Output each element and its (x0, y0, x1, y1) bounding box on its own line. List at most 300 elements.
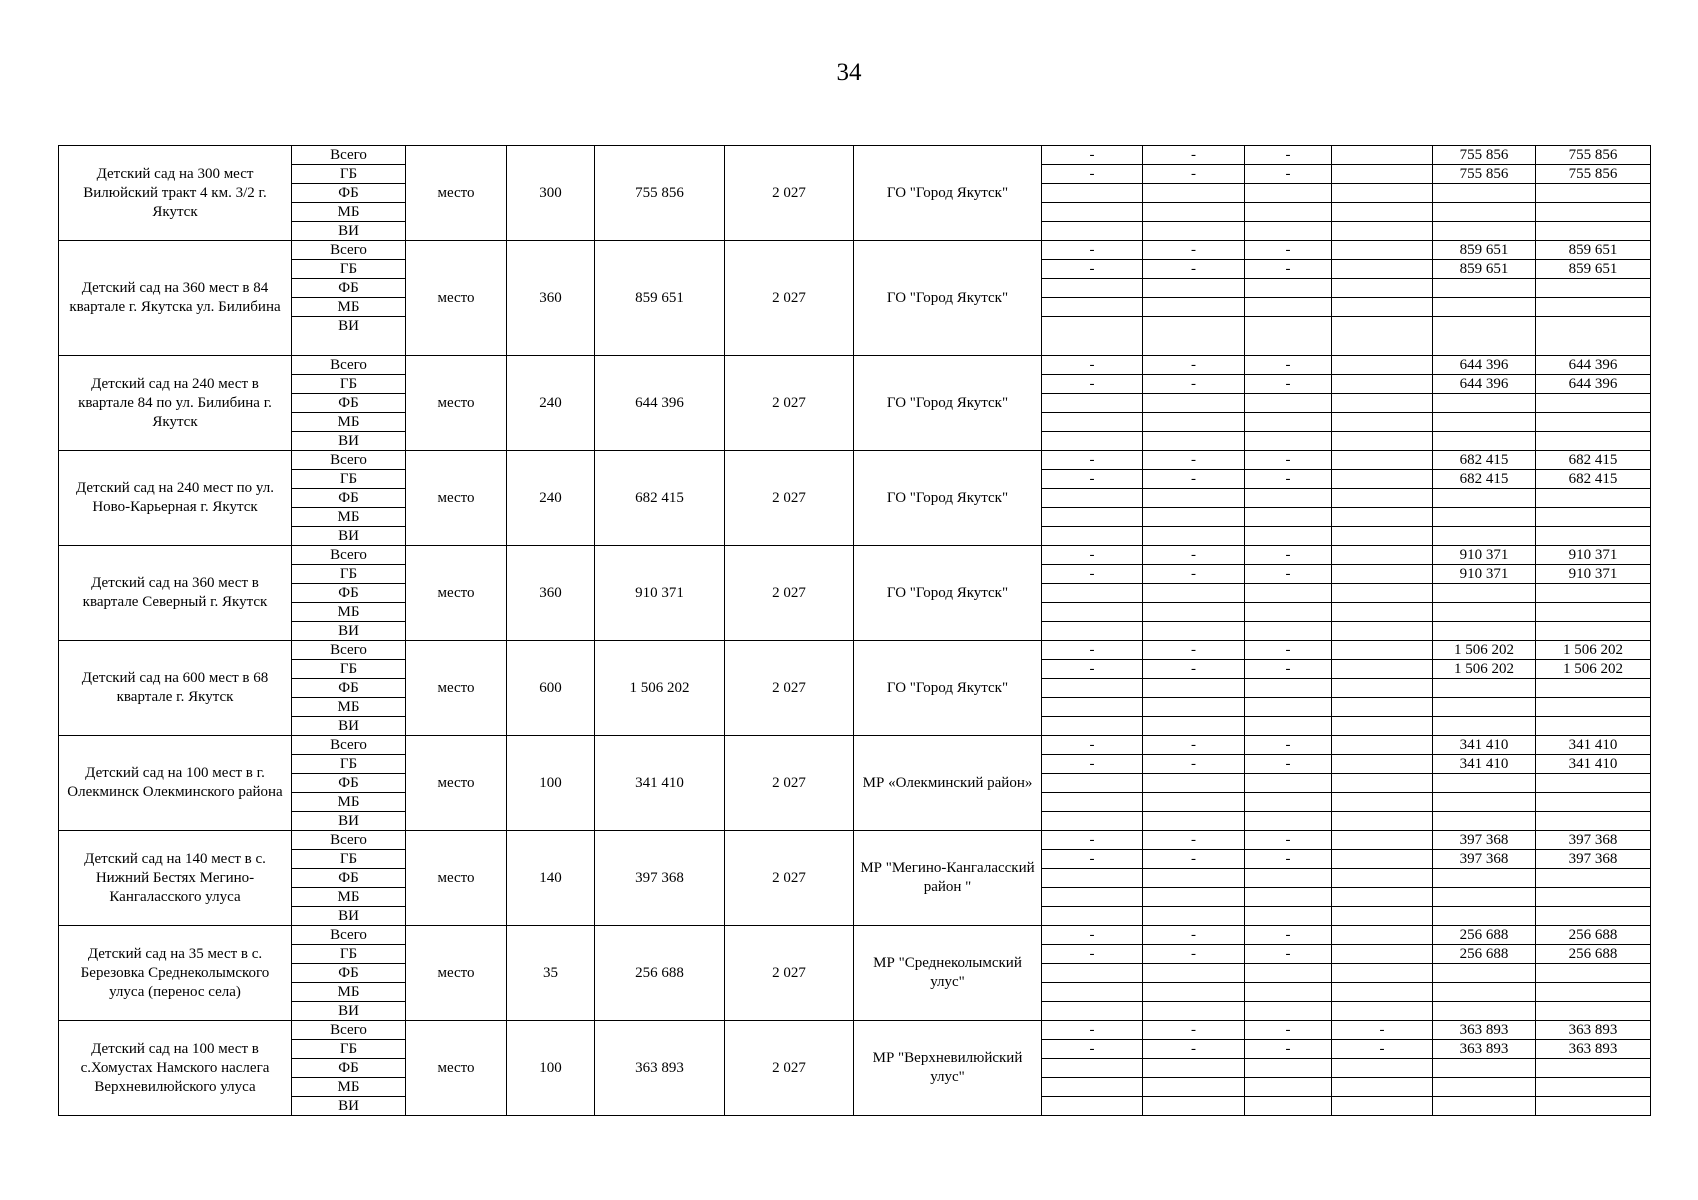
value-cell-c3: - (1245, 641, 1332, 660)
value-cell-c3 (1245, 983, 1332, 1002)
value-cell-c2 (1143, 622, 1245, 641)
funding-source-label: ВИ (292, 222, 406, 241)
funding-source-label: ВИ (292, 1002, 406, 1021)
value-cell-c4 (1332, 755, 1433, 774)
owner-cell: ГО "Город Якутск" (854, 546, 1042, 641)
value-cell-c4 (1332, 260, 1433, 279)
value-cell-c2 (1143, 907, 1245, 926)
value-cell-c1 (1042, 983, 1143, 1002)
value-cell-c3: - (1245, 926, 1332, 945)
value-cell-c5 (1433, 317, 1536, 356)
value-cell-c1 (1042, 603, 1143, 622)
cost-cell: 859 651 (595, 241, 725, 356)
funding-source-label: МБ (292, 1078, 406, 1097)
funding-source-label: Всего (292, 641, 406, 660)
value-cell-c5 (1433, 489, 1536, 508)
value-cell-c1 (1042, 584, 1143, 603)
value-cell-c3 (1245, 1002, 1332, 1021)
value-cell-c6 (1536, 1002, 1651, 1021)
cost-cell: 397 368 (595, 831, 725, 926)
value-cell-c5 (1433, 394, 1536, 413)
value-cell-c1 (1042, 717, 1143, 736)
year-cell: 2 027 (725, 1021, 854, 1116)
value-cell-c2: - (1143, 146, 1245, 165)
value-cell-c1 (1042, 1078, 1143, 1097)
value-cell-c5 (1433, 1097, 1536, 1116)
owner-cell: ГО "Город Якутск" (854, 641, 1042, 736)
value-cell-c6 (1536, 222, 1651, 241)
value-cell-c2: - (1143, 165, 1245, 184)
value-cell-c6 (1536, 603, 1651, 622)
value-cell-c1: - (1042, 260, 1143, 279)
value-cell-c6 (1536, 888, 1651, 907)
funding-source-label: МБ (292, 983, 406, 1002)
value-cell-c1 (1042, 1002, 1143, 1021)
value-cell-c4 (1332, 527, 1433, 546)
value-cell-c1 (1042, 793, 1143, 812)
value-cell-c1 (1042, 203, 1143, 222)
value-cell-c3 (1245, 888, 1332, 907)
funding-source-label: ГБ (292, 165, 406, 184)
value-cell-c3 (1245, 679, 1332, 698)
funding-source-label: ФБ (292, 1059, 406, 1078)
funding-source-label: ГБ (292, 470, 406, 489)
year-cell: 2 027 (725, 146, 854, 241)
value-cell-c4 (1332, 888, 1433, 907)
value-cell-c6: 363 893 (1536, 1040, 1651, 1059)
value-cell-c2: - (1143, 546, 1245, 565)
value-cell-c4 (1332, 603, 1433, 622)
funding-source-label: ГБ (292, 660, 406, 679)
value-cell-c1 (1042, 964, 1143, 983)
value-cell-c3 (1245, 603, 1332, 622)
value-cell-c4 (1332, 203, 1433, 222)
funding-source-label: ВИ (292, 432, 406, 451)
value-cell-c2 (1143, 964, 1245, 983)
funding-source-label: МБ (292, 603, 406, 622)
value-cell-c2 (1143, 679, 1245, 698)
value-cell-c3: - (1245, 546, 1332, 565)
value-cell-c5 (1433, 888, 1536, 907)
value-cell-c6: 682 415 (1536, 470, 1651, 489)
value-cell-c3: - (1245, 565, 1332, 584)
value-cell-c4 (1332, 926, 1433, 945)
value-cell-c4 (1332, 584, 1433, 603)
value-cell-c5 (1433, 527, 1536, 546)
year-cell: 2 027 (725, 356, 854, 451)
value-cell-c1 (1042, 279, 1143, 298)
value-cell-c6 (1536, 413, 1651, 432)
funding-source-label: ФБ (292, 964, 406, 983)
table-row (59, 736, 1651, 755)
value-cell-c1: - (1042, 850, 1143, 869)
value-cell-c5: 363 893 (1433, 1021, 1536, 1040)
value-cell-c4 (1332, 375, 1433, 394)
value-cell-c3 (1245, 622, 1332, 641)
value-cell-c4 (1332, 298, 1433, 317)
value-cell-c3 (1245, 717, 1332, 736)
value-cell-c5: 1 506 202 (1433, 660, 1536, 679)
value-cell-c3: - (1245, 241, 1332, 260)
value-cell-c5 (1433, 907, 1536, 926)
funding-source-label: ГБ (292, 375, 406, 394)
value-cell-c3 (1245, 413, 1332, 432)
value-cell-c5 (1433, 774, 1536, 793)
year-cell: 2 027 (725, 546, 854, 641)
table-row (59, 546, 1651, 565)
unit-cell: место (406, 146, 507, 241)
capacity-cell: 240 (507, 356, 595, 451)
value-cell-c4 (1332, 964, 1433, 983)
value-cell-c4 (1332, 394, 1433, 413)
value-cell-c5 (1433, 432, 1536, 451)
value-cell-c4 (1332, 546, 1433, 565)
value-cell-c5 (1433, 413, 1536, 432)
value-cell-c2 (1143, 279, 1245, 298)
value-cell-c2: - (1143, 755, 1245, 774)
object-name-cell: Детский сад на 600 мест в 68 квартале г. Якутск (59, 641, 292, 736)
value-cell-c1 (1042, 622, 1143, 641)
capacity-cell: 360 (507, 241, 595, 356)
value-cell-c4 (1332, 641, 1433, 660)
unit-cell: место (406, 241, 507, 356)
value-cell-c1: - (1042, 546, 1143, 565)
value-cell-c3: - (1245, 660, 1332, 679)
value-cell-c3 (1245, 793, 1332, 812)
value-cell-c6: 755 856 (1536, 146, 1651, 165)
value-cell-c2 (1143, 508, 1245, 527)
cost-cell: 1 506 202 (595, 641, 725, 736)
value-cell-c5 (1433, 584, 1536, 603)
value-cell-c2 (1143, 603, 1245, 622)
value-cell-c4 (1332, 869, 1433, 888)
value-cell-c5 (1433, 869, 1536, 888)
value-cell-c2 (1143, 717, 1245, 736)
value-cell-c6: 397 368 (1536, 831, 1651, 850)
value-cell-c1: - (1042, 926, 1143, 945)
value-cell-c1 (1042, 298, 1143, 317)
cost-cell: 755 856 (595, 146, 725, 241)
value-cell-c1 (1042, 679, 1143, 698)
value-cell-c5 (1433, 298, 1536, 317)
value-cell-c5 (1433, 1078, 1536, 1097)
funding-source-label: Всего (292, 831, 406, 850)
value-cell-c5 (1433, 698, 1536, 717)
table-row (59, 356, 1651, 375)
value-cell-c3 (1245, 279, 1332, 298)
object-name-cell: Детский сад на 360 мест в 84 квартале г. Якутска ул. Билибина (59, 241, 292, 356)
value-cell-c4 (1332, 945, 1433, 964)
year-cell: 2 027 (725, 241, 854, 356)
value-cell-c1: - (1042, 945, 1143, 964)
value-cell-c3 (1245, 964, 1332, 983)
value-cell-c3 (1245, 432, 1332, 451)
value-cell-c5: 755 856 (1433, 146, 1536, 165)
value-cell-c3 (1245, 489, 1332, 508)
funding-source-label: ФБ (292, 279, 406, 298)
funding-source-label: ГБ (292, 1040, 406, 1059)
value-cell-c6 (1536, 679, 1651, 698)
capacity-cell: 35 (507, 926, 595, 1021)
value-cell-c3: - (1245, 356, 1332, 375)
value-cell-c5 (1433, 793, 1536, 812)
value-cell-c2 (1143, 203, 1245, 222)
unit-cell: место (406, 1021, 507, 1116)
value-cell-c5 (1433, 184, 1536, 203)
value-cell-c4 (1332, 146, 1433, 165)
value-cell-c4 (1332, 679, 1433, 698)
value-cell-c4 (1332, 432, 1433, 451)
value-cell-c3 (1245, 394, 1332, 413)
value-cell-c2 (1143, 793, 1245, 812)
unit-cell: место (406, 736, 507, 831)
table-row (59, 641, 1651, 660)
value-cell-c3: - (1245, 850, 1332, 869)
value-cell-c5 (1433, 983, 1536, 1002)
object-name-cell: Детский сад на 140 мест в с. Нижний Бестях Мегино-Кангаласского улуса (59, 831, 292, 926)
value-cell-c6 (1536, 394, 1651, 413)
value-cell-c3 (1245, 907, 1332, 926)
value-cell-c2: - (1143, 641, 1245, 660)
value-cell-c2: - (1143, 375, 1245, 394)
value-cell-c5: 256 688 (1433, 926, 1536, 945)
object-name-cell: Детский сад на 100 мест в с.Хомустах Намского наслега Верхневилюйского улуса (59, 1021, 292, 1116)
value-cell-c2: - (1143, 850, 1245, 869)
table-row (59, 926, 1651, 945)
unit-cell: место (406, 926, 507, 1021)
value-cell-c2: - (1143, 1040, 1245, 1059)
value-cell-c4 (1332, 413, 1433, 432)
value-cell-c1 (1042, 413, 1143, 432)
value-cell-c4 (1332, 907, 1433, 926)
value-cell-c1: - (1042, 451, 1143, 470)
value-cell-c3: - (1245, 831, 1332, 850)
owner-cell: ГО "Город Якутск" (854, 146, 1042, 241)
unit-cell: место (406, 356, 507, 451)
value-cell-c5 (1433, 964, 1536, 983)
funding-source-label: МБ (292, 298, 406, 317)
funding-source-label: МБ (292, 413, 406, 432)
value-cell-c3: - (1245, 451, 1332, 470)
value-cell-c1 (1042, 222, 1143, 241)
unit-cell: место (406, 831, 507, 926)
owner-cell: МР «Олекминский район» (854, 736, 1042, 831)
value-cell-c3 (1245, 317, 1332, 356)
value-cell-c5: 644 396 (1433, 356, 1536, 375)
value-cell-c4 (1332, 508, 1433, 527)
value-cell-c4 (1332, 1078, 1433, 1097)
value-cell-c6: 1 506 202 (1536, 641, 1651, 660)
value-cell-c3 (1245, 184, 1332, 203)
funding-source-label: Всего (292, 546, 406, 565)
value-cell-c5: 682 415 (1433, 451, 1536, 470)
owner-cell: МР "Верхневилюйский улус" (854, 1021, 1042, 1116)
value-cell-c1: - (1042, 565, 1143, 584)
funding-source-label: МБ (292, 698, 406, 717)
value-cell-c2 (1143, 774, 1245, 793)
value-cell-c6: 256 688 (1536, 945, 1651, 964)
value-cell-c4: - (1332, 1040, 1433, 1059)
value-cell-c5: 363 893 (1433, 1040, 1536, 1059)
value-cell-c3: - (1245, 260, 1332, 279)
value-cell-c5 (1433, 1059, 1536, 1078)
value-cell-c3: - (1245, 1021, 1332, 1040)
value-cell-c2 (1143, 317, 1245, 356)
value-cell-c1: - (1042, 146, 1143, 165)
value-cell-c6 (1536, 508, 1651, 527)
value-cell-c1 (1042, 1059, 1143, 1078)
value-cell-c5: 341 410 (1433, 736, 1536, 755)
value-cell-c5 (1433, 508, 1536, 527)
value-cell-c6: 644 396 (1536, 356, 1651, 375)
funding-source-label: ГБ (292, 755, 406, 774)
table-row (59, 146, 1651, 165)
funding-source-label: ФБ (292, 869, 406, 888)
value-cell-c6: 910 371 (1536, 565, 1651, 584)
funding-source-label: ФБ (292, 184, 406, 203)
value-cell-c3 (1245, 812, 1332, 831)
value-cell-c5: 644 396 (1433, 375, 1536, 394)
funding-source-label: Всего (292, 736, 406, 755)
value-cell-c4 (1332, 812, 1433, 831)
cost-cell: 256 688 (595, 926, 725, 1021)
value-cell-c4 (1332, 622, 1433, 641)
value-cell-c6 (1536, 622, 1651, 641)
value-cell-c6 (1536, 812, 1651, 831)
value-cell-c6: 397 368 (1536, 850, 1651, 869)
owner-cell: ГО "Город Якутск" (854, 356, 1042, 451)
year-cell: 2 027 (725, 926, 854, 1021)
value-cell-c5 (1433, 203, 1536, 222)
funding-source-label: ВИ (292, 622, 406, 641)
value-cell-c1 (1042, 1097, 1143, 1116)
value-cell-c1 (1042, 432, 1143, 451)
value-cell-c2 (1143, 527, 1245, 546)
value-cell-c3 (1245, 1097, 1332, 1116)
value-cell-c2 (1143, 432, 1245, 451)
value-cell-c4 (1332, 451, 1433, 470)
value-cell-c6 (1536, 1059, 1651, 1078)
year-cell: 2 027 (725, 736, 854, 831)
value-cell-c2 (1143, 983, 1245, 1002)
value-cell-c5: 755 856 (1433, 165, 1536, 184)
value-cell-c2: - (1143, 565, 1245, 584)
value-cell-c6: 256 688 (1536, 926, 1651, 945)
value-cell-c3 (1245, 298, 1332, 317)
value-cell-c6: 859 651 (1536, 241, 1651, 260)
value-cell-c1: - (1042, 641, 1143, 660)
value-cell-c6: 1 506 202 (1536, 660, 1651, 679)
funding-source-label: МБ (292, 793, 406, 812)
value-cell-c3 (1245, 1059, 1332, 1078)
value-cell-c1 (1042, 184, 1143, 203)
cost-cell: 363 893 (595, 1021, 725, 1116)
unit-cell: место (406, 546, 507, 641)
value-cell-c5: 910 371 (1433, 546, 1536, 565)
funding-source-label: ФБ (292, 679, 406, 698)
funding-source-label: ГБ (292, 850, 406, 869)
funding-source-label: МБ (292, 508, 406, 527)
funding-source-label: ФБ (292, 584, 406, 603)
value-cell-c6 (1536, 964, 1651, 983)
funding-source-label: Всего (292, 451, 406, 470)
value-cell-c2: - (1143, 1021, 1245, 1040)
table-row (59, 831, 1651, 850)
value-cell-c5 (1433, 717, 1536, 736)
objects-table (58, 145, 1651, 1116)
capacity-cell: 300 (507, 146, 595, 241)
value-cell-c6: 755 856 (1536, 165, 1651, 184)
value-cell-c3: - (1245, 146, 1332, 165)
value-cell-c4 (1332, 850, 1433, 869)
value-cell-c2 (1143, 394, 1245, 413)
value-cell-c4 (1332, 983, 1433, 1002)
value-cell-c4 (1332, 831, 1433, 850)
value-cell-c2: - (1143, 945, 1245, 964)
value-cell-c3 (1245, 584, 1332, 603)
value-cell-c6: 363 893 (1536, 1021, 1651, 1040)
unit-cell: место (406, 451, 507, 546)
value-cell-c3 (1245, 1078, 1332, 1097)
value-cell-c1: - (1042, 165, 1143, 184)
value-cell-c3 (1245, 508, 1332, 527)
value-cell-c1 (1042, 869, 1143, 888)
owner-cell: МР "Мегино-Кангаласский район " (854, 831, 1042, 926)
value-cell-c4 (1332, 698, 1433, 717)
value-cell-c5: 910 371 (1433, 565, 1536, 584)
value-cell-c1 (1042, 812, 1143, 831)
funding-source-label: Всего (292, 356, 406, 375)
value-cell-c3 (1245, 222, 1332, 241)
value-cell-c5 (1433, 622, 1536, 641)
cost-cell: 341 410 (595, 736, 725, 831)
value-cell-c1: - (1042, 470, 1143, 489)
value-cell-c1: - (1042, 831, 1143, 850)
value-cell-c4 (1332, 1002, 1433, 1021)
funding-source-label: ВИ (292, 907, 406, 926)
value-cell-c1: - (1042, 755, 1143, 774)
value-cell-c1 (1042, 888, 1143, 907)
value-cell-c1 (1042, 698, 1143, 717)
object-name-cell: Детский сад на 360 мест в квартале Северный г. Якутск (59, 546, 292, 641)
capacity-cell: 360 (507, 546, 595, 641)
value-cell-c4: - (1332, 1021, 1433, 1040)
value-cell-c5: 859 651 (1433, 241, 1536, 260)
value-cell-c3 (1245, 527, 1332, 546)
value-cell-c4 (1332, 470, 1433, 489)
table-row (59, 241, 1651, 260)
owner-cell: МР "Среднеколымский улус" (854, 926, 1042, 1021)
value-cell-c5: 256 688 (1433, 945, 1536, 964)
value-cell-c6 (1536, 203, 1651, 222)
funding-source-label: Всего (292, 146, 406, 165)
value-cell-c3: - (1245, 1040, 1332, 1059)
owner-cell: ГО "Город Якутск" (854, 451, 1042, 546)
value-cell-c4 (1332, 279, 1433, 298)
funding-source-label: Всего (292, 1021, 406, 1040)
funding-source-label: МБ (292, 888, 406, 907)
value-cell-c6 (1536, 527, 1651, 546)
value-cell-c6 (1536, 717, 1651, 736)
funding-source-label: ГБ (292, 565, 406, 584)
funding-source-label: ГБ (292, 260, 406, 279)
value-cell-c1 (1042, 527, 1143, 546)
cost-cell: 682 415 (595, 451, 725, 546)
value-cell-c2 (1143, 584, 1245, 603)
value-cell-c2: - (1143, 241, 1245, 260)
value-cell-c2 (1143, 184, 1245, 203)
cost-cell: 910 371 (595, 546, 725, 641)
